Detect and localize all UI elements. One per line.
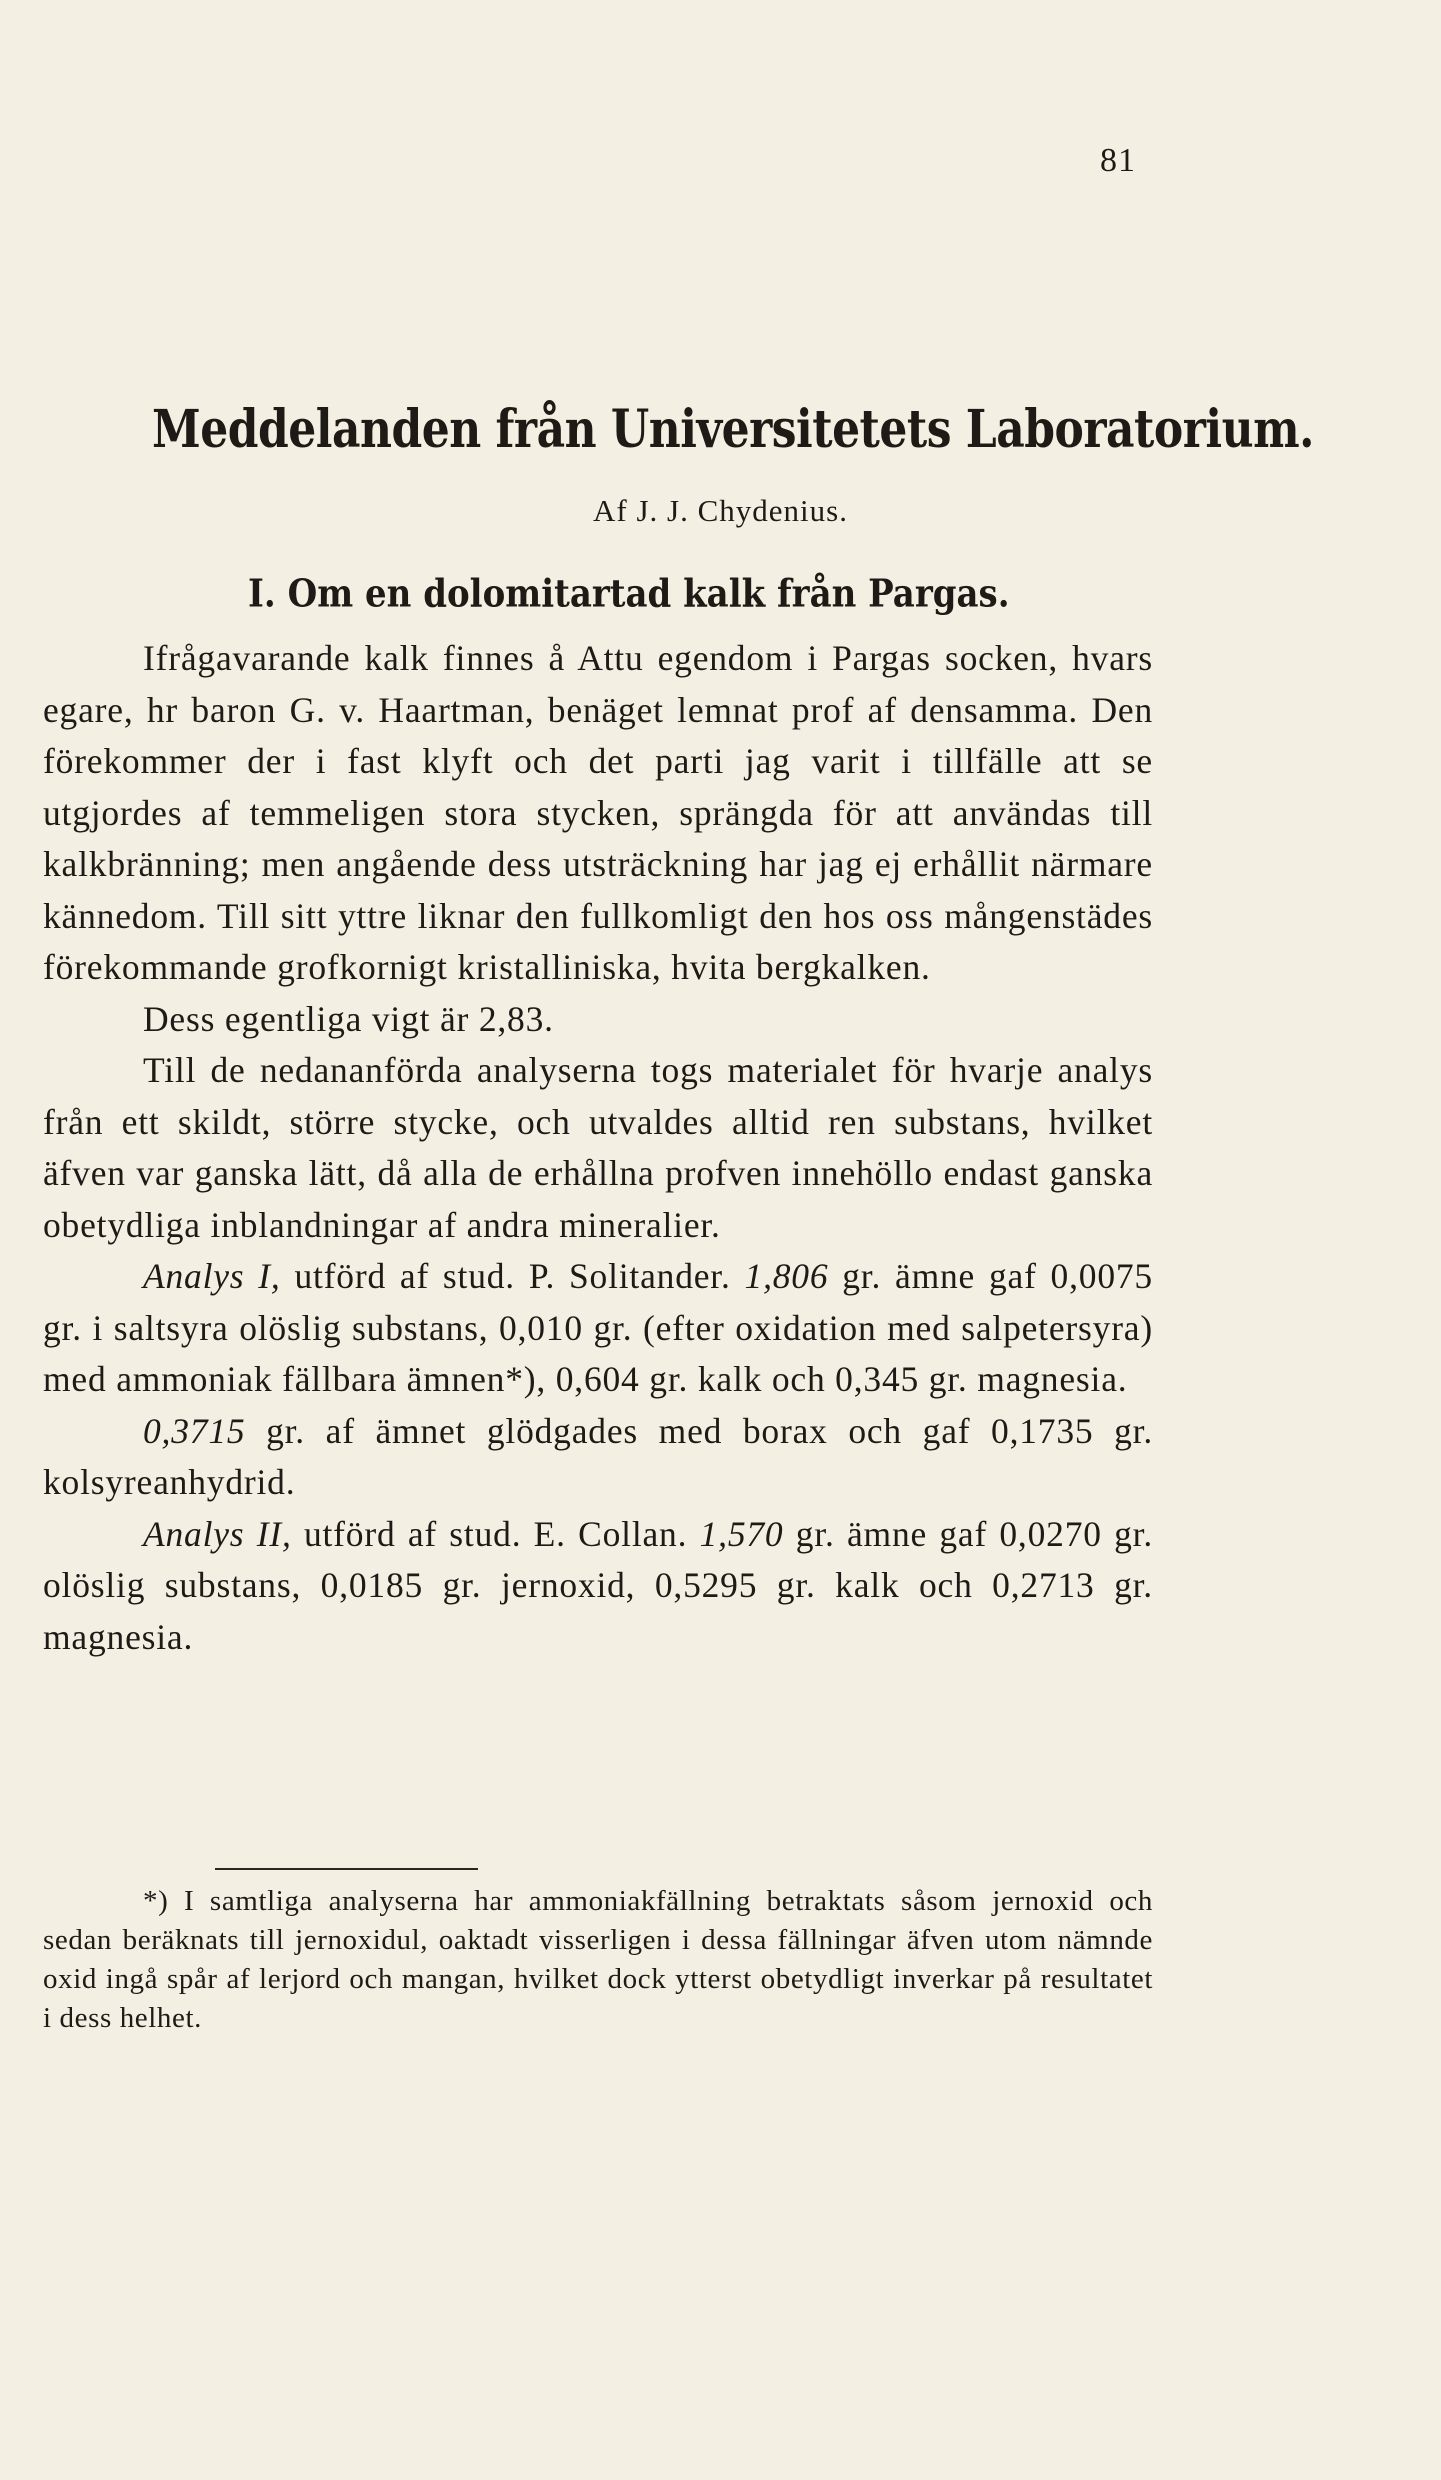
paragraph: Till de nedananförda analyserna togs materialet för hvarje analys från ett skildt, större stycke, och utvaldes alltid ren substans, hvilket äfven var ganska lätt, då alla de erhållna profven innehöllo endast ganska obetydliga inblandningar af andra mineralier. xyxy=(43,1050,1153,1245)
analysis-text: gr. af ämnet glödgades med borax och gaf 0,1735 gr. kolsyreanhydrid. xyxy=(43,1410,1153,1502)
analysis-amount: 1,570 xyxy=(699,1513,784,1554)
analysis-paragraph xyxy=(43,1509,1153,1664)
footnote xyxy=(43,1882,1153,2038)
analysis-text: gr. ämne gaf 0,0075 gr. i saltsyra olöslig substans, 0,010 gr. (efter oxidation med salpetersyra) med ammoniak fällbara ämnen*), 0,604 gr. kalk och 0,345 gr. magnesia. xyxy=(43,1256,1153,1399)
paragraph: Dess egentliga vigt är 2,83. xyxy=(143,998,554,1039)
analysis-paragraph xyxy=(43,1406,1153,1509)
analysis-amount: 1,806 xyxy=(744,1256,829,1296)
author-line: Af J. J. Chydenius. xyxy=(593,493,848,528)
section-title: I. Om en dolomitartad kalk från Pargas. xyxy=(248,572,1010,617)
analysis-label: Analys I, xyxy=(143,1256,281,1296)
analysis-text: gr. ämne gaf 0,0270 gr. olöslig substans, 0,0185 gr. jernoxid, 0,5295 gr. kalk och 0,2713 gr. magnesia. xyxy=(43,1513,1154,1657)
footnote-rule xyxy=(215,1868,478,1870)
page-title: Meddelanden från Universitetets Laboratorium. xyxy=(152,400,1314,461)
paragraph: Ifrågavarande kalk finnes å Attu egendom i Pargas socken, hvars egare, hr baron G. v. Haartman, benäget lemnat prof af densamma. Den förekommer der i fast klyft och det parti jag varit i tillfälle att se utgjordes af temmeligen stora stycken, sprängda för att användas till kalkbränning; men angående dess utsträckning har jag ej erhållit närmare kännedom. Till sitt yttre liknar den fullkomligt den hos oss mångenstädes förekommande grofkornigt kristalliniska, hvita bergkalken. xyxy=(43,638,1153,987)
analysis-text: utförd af stud. P. Solitander. xyxy=(280,1256,745,1296)
analysis-paragraph xyxy=(43,1251,1153,1406)
footnote-text: *) I samtliga analyserna har ammoniakfällning betraktats såsom jernoxid och sedan beräknats till jernoxidul, oaktadt visserligen i dessa fällningar äfven utom nämnde oxid ingå spår af lerjord och mangan, hvilket dock ytterst obetydligt inverkar på resultatet i dess helhet. xyxy=(43,1885,1153,2034)
analysis-amount: 0,3715 xyxy=(143,1410,246,1451)
body-text xyxy=(43,633,1153,1663)
analysis-label: Analys II, xyxy=(143,1513,292,1554)
page-number: 81 xyxy=(1100,142,1136,179)
analysis-text: utförd af stud. E. Collan. xyxy=(291,1513,700,1554)
